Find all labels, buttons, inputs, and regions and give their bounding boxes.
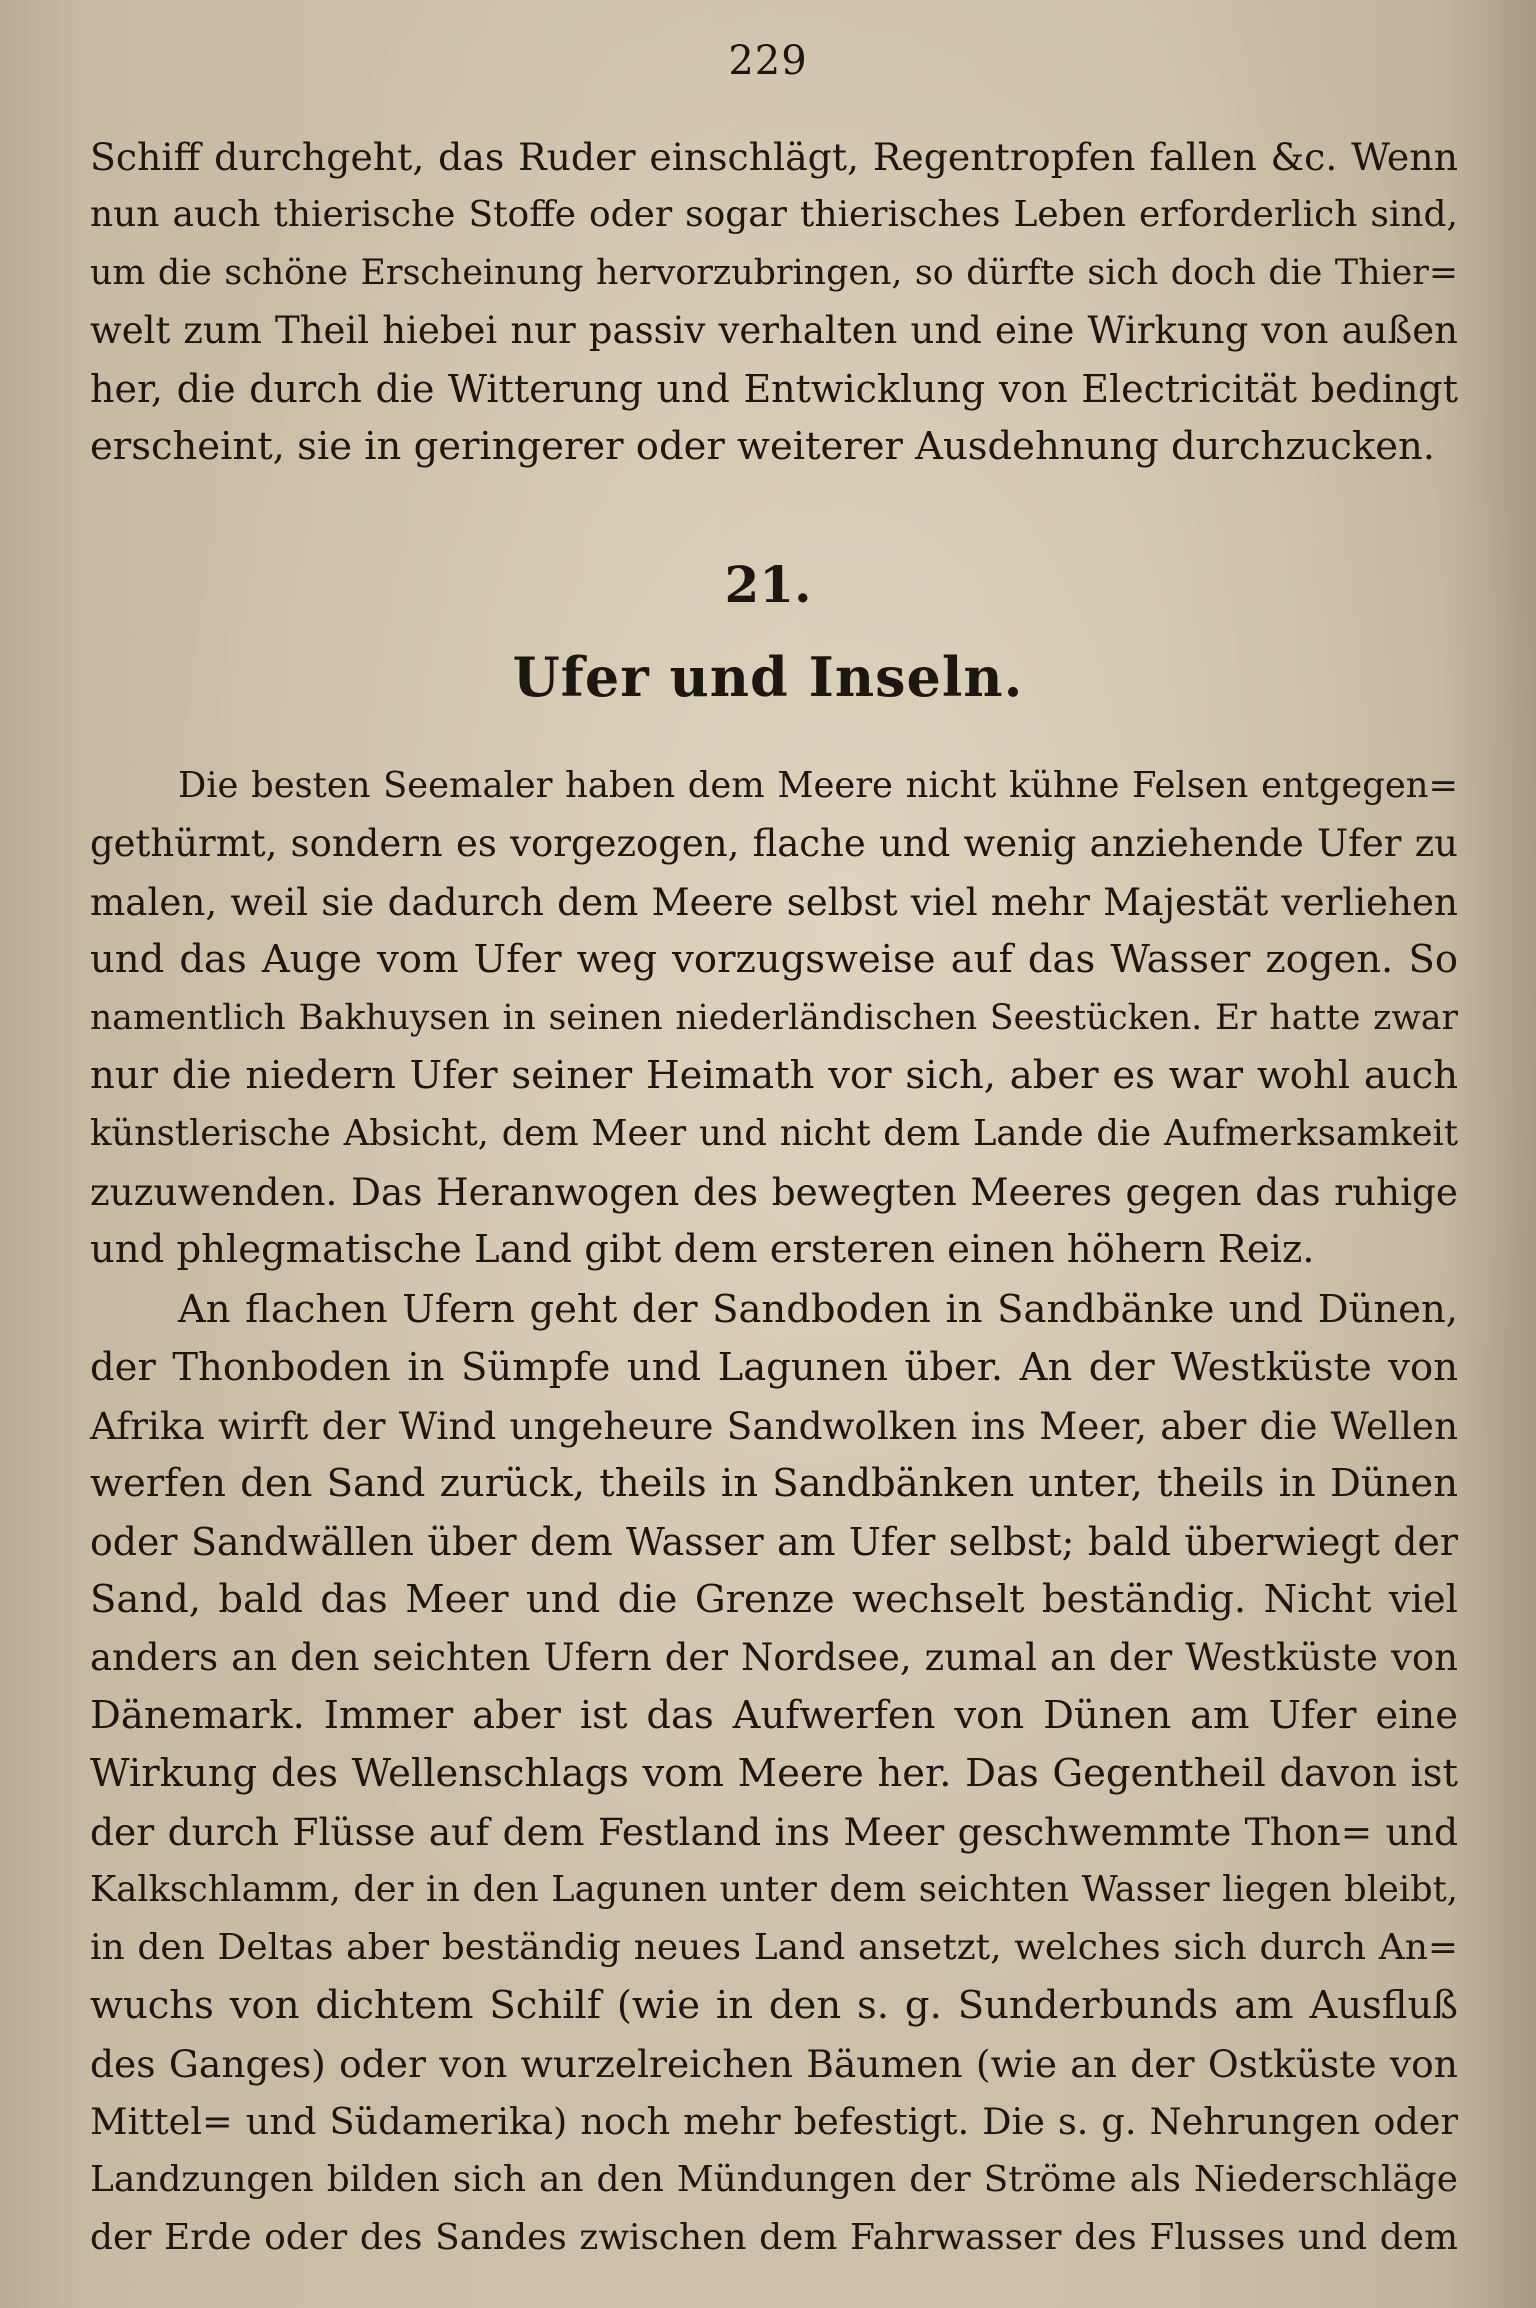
text-line: nur die niedern Ufer seiner Heimath vor sich, aber es war wohl auch <box>90 1053 1458 1098</box>
text-line: Schiff durchgeht, das Ruder einschlägt, Regentropfen fallen &c. Wenn <box>90 135 1458 179</box>
paragraph <box>90 757 1458 1279</box>
section-number: 21. <box>724 555 812 614</box>
text-line: Afrika wirft der Wind ungeheure Sandwolken ins Meer, aber die Wellen <box>90 1404 1458 1448</box>
text-line: und phlegmatische Land gibt dem ersteren einen höhern Reiz. <box>90 1227 1315 1272</box>
text-line: Die besten Seemaler haben dem Meere nicht kühne Felsen entgegen= <box>178 765 1458 806</box>
text-line: des Ganges) oder von wurzelreichen Bäumen (wie an der Ostküste von <box>90 2042 1458 2086</box>
text-line: namentlich Bakhuysen in seinen niederländischen Seestücken. Er hatte zwar <box>90 998 1458 1038</box>
text-line: künstlerische Absicht, dem Meer und nicht dem Lande die Aufmerksamkeit <box>90 1113 1458 1154</box>
text-line: malen, weil sie dadurch dem Meere selbst viel mehr Majestät verliehen <box>90 880 1458 924</box>
text-line: Wirkung des Wellenschlags vom Meere her. Das Gegentheil davon ist <box>90 1751 1458 1796</box>
text-line: der Erde oder des Sandes zwischen dem Fahrwasser des Flusses und dem <box>90 2217 1458 2258</box>
text-line: um die schöne Erscheinung hervorzubringen, so dürfte sich doch die Thier= <box>90 253 1458 293</box>
text-line: Sand, bald das Meer und die Grenze wechselt beständig. Nicht viel <box>90 1577 1458 1622</box>
text-line: erscheint, sie in geringerer oder weiterer Ausdehnung durchzucken. <box>90 424 1436 469</box>
section-title: Ufer und Inseln. <box>512 645 1024 709</box>
text-line: An flachen Ufern geht der Sandboden in Sandbänke und Dünen, <box>178 1287 1458 1332</box>
text-line: der durch Flüsse auf dem Festland ins Meer geschwemmte Thon= und <box>90 1810 1458 1854</box>
text-line: nun auch thierische Stoffe oder sogar thierisches Leben erforderlich sind, <box>90 194 1458 235</box>
text-line: in den Deltas aber beständig neues Land ansetzt, welches sich durch An= <box>90 1927 1458 1968</box>
text-line: Landzungen bilden sich an den Mündungen der Ströme als Niederschläge <box>90 2159 1458 2200</box>
text-line: Mittel= und Südamerika) noch mehr befestigt. Die s. g. Nehrungen oder <box>90 2100 1458 2143</box>
text-line: welt zum Theil hiebei nur passiv verhalten und eine Wirkung von außen <box>90 309 1458 352</box>
page-number: 229 <box>728 38 808 84</box>
text-line: gethürmt, sondern es vorgezogen, flache und wenig anziehende Ufer zu <box>90 822 1458 865</box>
text-line: Dänemark. Immer aber ist das Aufwerfen von Dünen am Ufer eine <box>90 1693 1458 1738</box>
text-line: Kalkschlamm, der in den Lagunen unter dem seichten Wasser liegen bleibt, <box>90 1869 1458 1910</box>
text-line: anders an den seichten Ufern der Nordsee, zumal an der Westküste von <box>90 1636 1458 1679</box>
text-line: der Thonboden in Sümpfe und Lagunen über. An der Westküste von <box>90 1345 1458 1390</box>
text-line: und das Auge vom Ufer weg vorzugsweise auf das Wasser zogen. So <box>90 937 1458 982</box>
text-line: zuzuwenden. Das Heranwogen des bewegten Meeres gegen das ruhige <box>90 1170 1458 1214</box>
text-line: oder Sandwällen über dem Wasser am Ufer selbst; bald überwiegt der <box>90 1520 1458 1564</box>
text-line: wuchs von dichtem Schilf (wie in den s. g. Sunderbunds am Ausfluß <box>90 1983 1458 2028</box>
text-line: her, die durch die Witterung und Entwicklung von Electricität bedingt <box>90 367 1458 411</box>
paragraph <box>90 1281 1458 2267</box>
paragraph-continuation <box>90 128 1458 476</box>
text-line: werfen den Sand zurück, theils in Sandbänken unter, theils in Dünen <box>90 1461 1458 1506</box>
